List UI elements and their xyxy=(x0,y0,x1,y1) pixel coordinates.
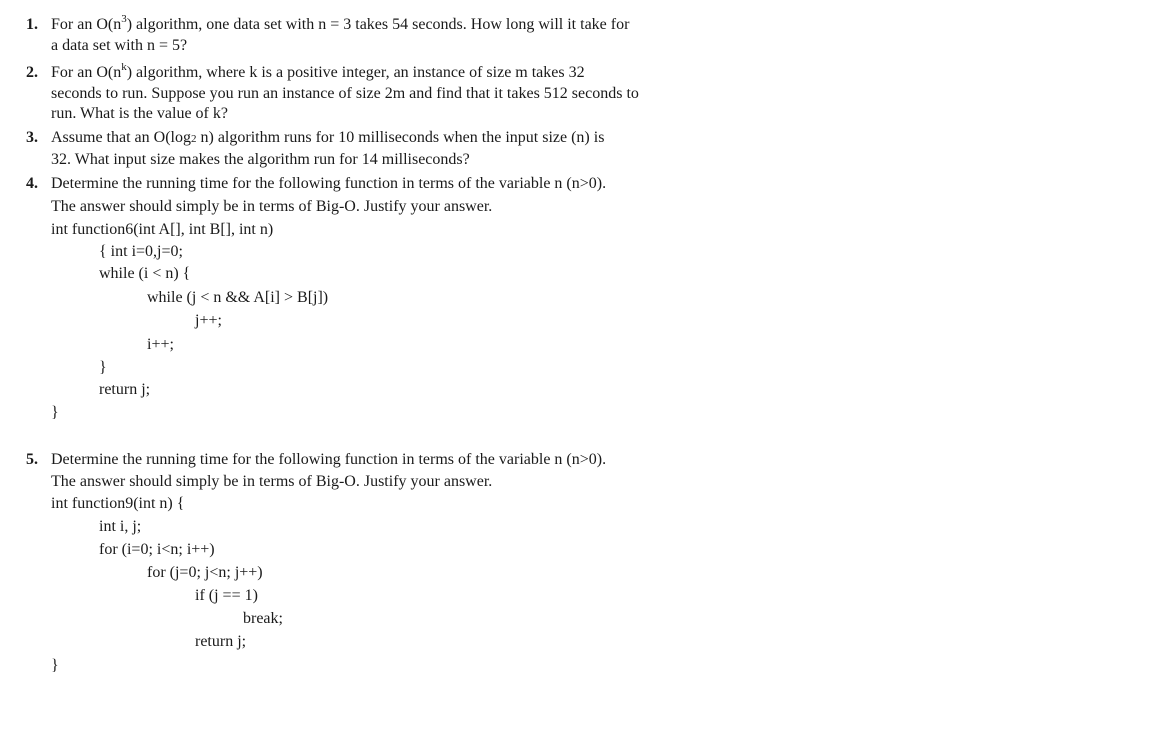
question-2-line-3: run. What is the value of k? xyxy=(51,105,228,122)
code-line: int function6(int A[], int B[], int n) xyxy=(51,221,274,238)
code-line: for (i=0; i<n; i++) xyxy=(99,541,215,558)
question-2-line-2: seconds to run. Suppose you run an instance of size 2m and find that it takes 512 seconds to xyxy=(51,85,639,102)
code-line: } xyxy=(51,657,59,674)
code-line: } xyxy=(51,404,59,421)
code-line: for (j=0; j<n; j++) xyxy=(147,564,263,581)
code-line: } xyxy=(99,359,107,376)
code-line: int i, j; xyxy=(99,518,142,535)
code-line: int function9(int n) { xyxy=(51,495,185,512)
question-3-line-1: Assume that an O(log2 n) algorithm runs for 10 milliseconds when the input size (n) is xyxy=(51,129,605,146)
code-line: return j; xyxy=(195,633,247,650)
question-3-line-2: 32. What input size makes the algorithm run for 14 milliseconds? xyxy=(51,151,470,168)
question-4-number: 4. xyxy=(26,175,38,192)
question-1-line-2: a data set with n = 5? xyxy=(51,37,188,54)
question-2-line-1: For an $O(n^k)$ algorithm, where k is a positive integer, an instance of size m takes 32 xyxy=(51,60,585,81)
question-3-number: 3. xyxy=(26,129,38,146)
exponent: 3 xyxy=(121,12,127,25)
code-line: if (j == 1) xyxy=(195,587,258,604)
question-5-number: 5. xyxy=(26,451,38,468)
code-line: i++; xyxy=(147,336,174,353)
log-base: 2 xyxy=(190,133,197,145)
exponent: k xyxy=(121,60,127,73)
question-4-line-1: Determine the running time for the following function in terms of the variable n (n>0). xyxy=(51,175,607,192)
question-2-number: 2. xyxy=(26,64,38,81)
code-line: return j; xyxy=(99,381,151,398)
question-5-line-2: The answer should simply be in terms of Big-O. Justify your answer. xyxy=(51,473,493,490)
code-line: while (j < n && A[i] > B[j]) xyxy=(147,289,329,306)
code-line: while (i < n) { xyxy=(99,265,191,282)
code-line: { int i=0,j=0; xyxy=(99,243,183,260)
code-line: j++; xyxy=(195,312,222,329)
question-5-line-1: Determine the running time for the following function in terms of the variable n (n>0). xyxy=(51,451,607,468)
question-1-line-1: For an $O(n^3)$ algorithm, one data set with n = 3 takes 54 seconds. How long will it take for xyxy=(51,12,630,33)
question-1-number: 1. xyxy=(26,16,38,33)
question-4-line-2: The answer should simply be in terms of Big-O. Justify your answer. xyxy=(51,198,493,215)
code-line: break; xyxy=(243,610,283,627)
